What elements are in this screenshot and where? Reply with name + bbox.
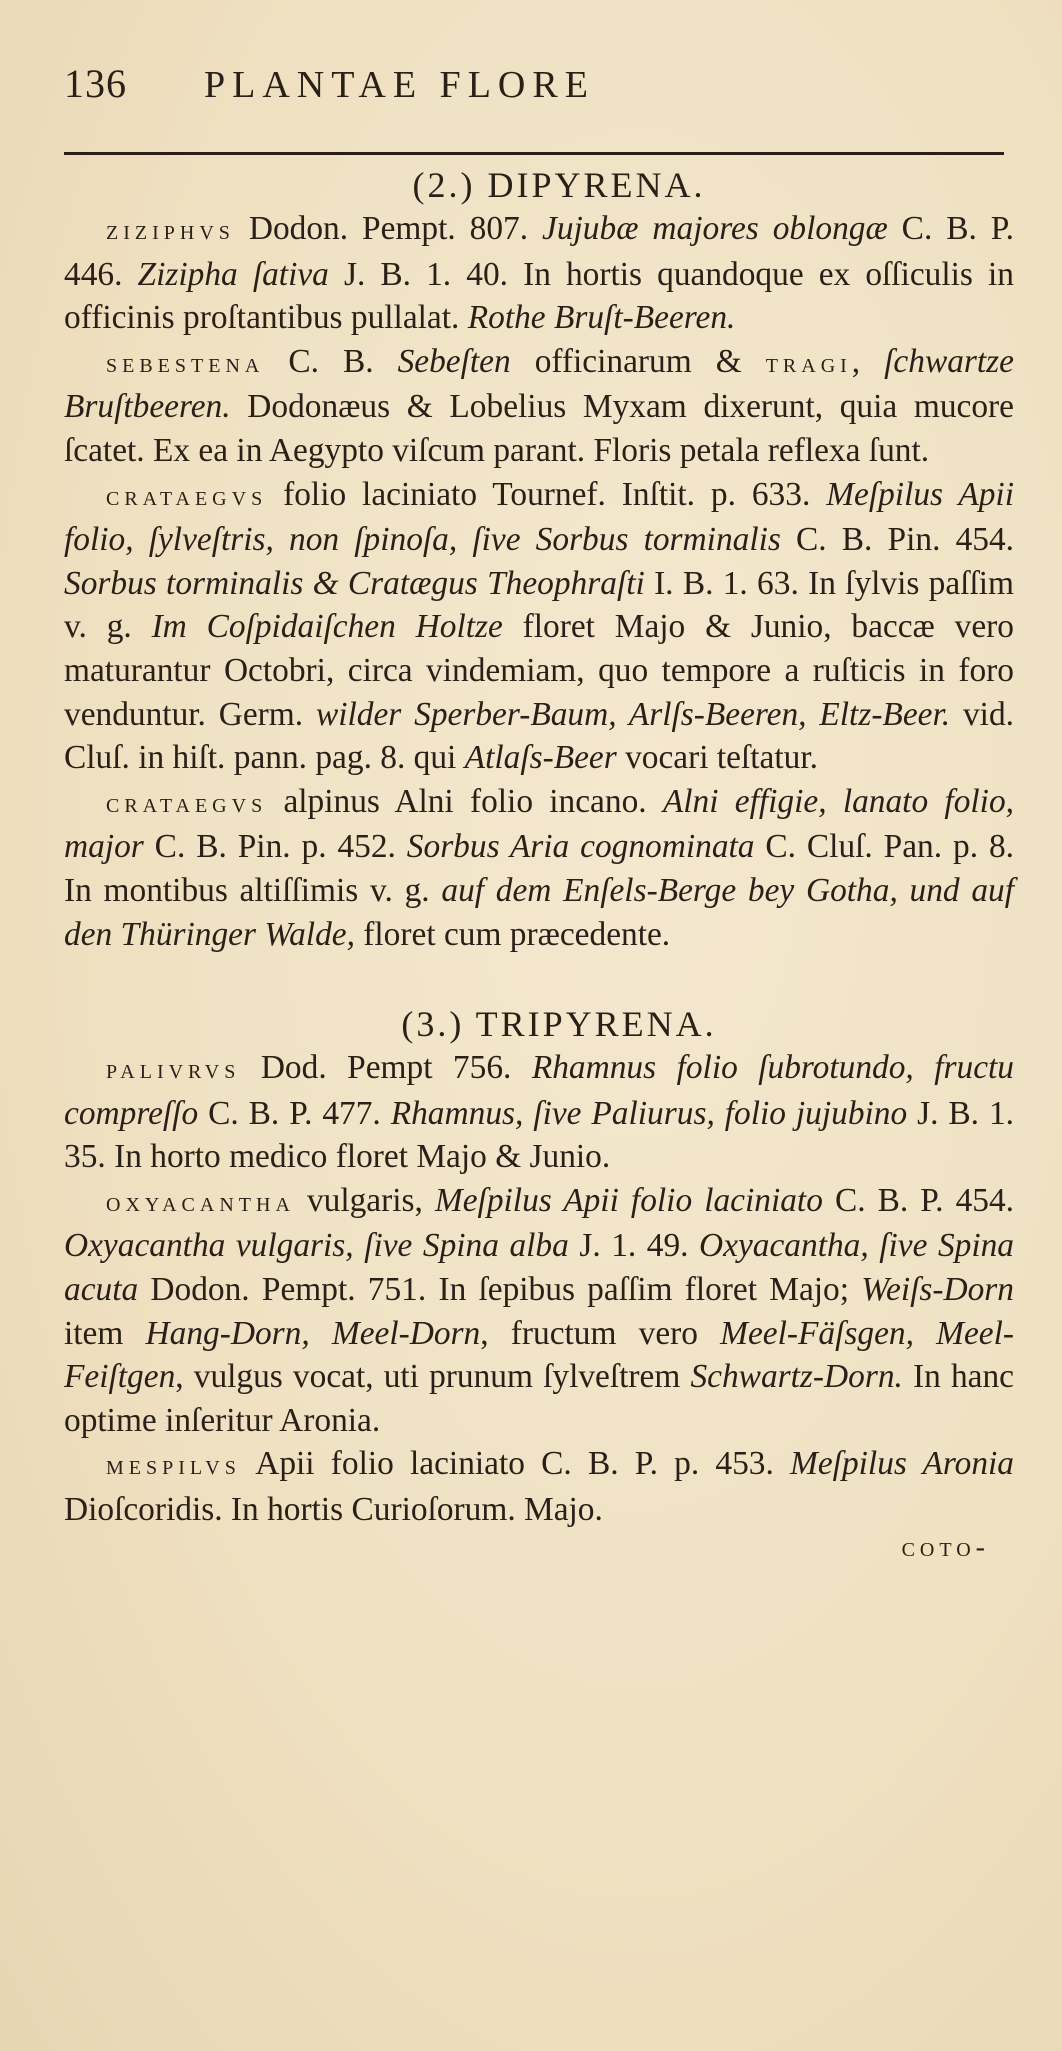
entry-text: floret cum præcedente.	[354, 915, 671, 953]
entry-text: C. B. P. 446.	[64, 210, 1015, 293]
entry-text: vocari teſtatur.	[616, 739, 818, 777]
page-number: 136	[64, 61, 127, 106]
entry-text: item	[64, 1314, 146, 1352]
entry-text: C. B. P. 454.	[822, 1181, 1014, 1219]
entry-text: C. B. P. 477.	[198, 1094, 391, 1132]
italic-text: Rothe Bruſt-Beeren.	[467, 299, 736, 337]
section-gap	[64, 956, 1014, 1002]
plant-entry	[64, 780, 1014, 956]
entry-text: folio laciniato Tournef. Inſtit. p. 633.	[267, 475, 827, 513]
entry-text: vulgaris,	[294, 1181, 435, 1219]
entry-text: Dod. Pempt 756.	[240, 1049, 532, 1087]
entry-text: J. B. 1. 40. In hortis quandoque ex oſſiculis in officinis proſtantibus pullalat.	[64, 255, 1014, 337]
entry-text: J. B. 1. 35. In horto medico floret Majo & Junio.	[64, 1094, 1014, 1176]
running-title: PLANTAE FLORE	[204, 64, 595, 106]
entry-text: alpinus Alni folio incano.	[267, 782, 663, 820]
section-heading: (3.) TRIPYRENA.	[401, 1004, 717, 1045]
italic-text: ſchwartze Bruſtbeeren.	[64, 342, 1015, 426]
genus-name: crataegvs	[106, 479, 268, 512]
entry-text: C. B. Pin. 454.	[780, 521, 1014, 559]
plant-entry	[64, 473, 1014, 780]
italic-text: Oxyacantha, ſive Spina acuta	[64, 1227, 1014, 1309]
entry-text: floret Majo & Junio, baccæ vero maturantur Octobri, circa vindemiam, quo tempore a ruſticis in foro venduntur. Germ.	[64, 608, 1014, 733]
entry-text: C. B.	[264, 342, 398, 380]
entry-text: In hanc optime inſeritur Aronia.	[64, 1358, 1014, 1439]
entry-text: officinarum &	[510, 342, 766, 380]
plant-entry	[64, 1046, 1014, 1179]
plant-entry	[64, 340, 1014, 473]
entry-text: Apii folio laciniato C. B. P. p. 453.	[240, 1445, 791, 1483]
italic-text: Im Coſpidaiſchen Holtze	[151, 608, 503, 646]
entry-text: ,	[851, 342, 885, 380]
genus-name: oxyacantha	[106, 1185, 295, 1218]
italic-text: Rhamnus folio ſubrotundo, fructu compreſſo	[64, 1049, 1014, 1132]
entry-text: J. 1. 49.	[568, 1227, 700, 1265]
genus-name: palivrvs	[106, 1053, 241, 1086]
genus-name: crataegvs	[106, 786, 268, 819]
plant-entry	[64, 1442, 1014, 1531]
plant-entry	[64, 1179, 1014, 1443]
italic-text: Sorbus Aria cognominata	[406, 828, 755, 866]
italic-text: wilder Sperber-Baum, Arlſs-Beeren, Eltz-Beer.	[315, 695, 951, 733]
italic-text: Sebeſten	[397, 342, 511, 380]
italic-text: Meſpilus Aronia	[790, 1445, 1014, 1483]
italic-text: Atlaſs-Beer	[464, 739, 617, 777]
italic-text: auf dem Enſels-Berge bey Gotha, und auf den Thüringer Walde,	[64, 871, 1014, 953]
entry-text: C. Cluſ. Pan. p. 8. In montibus altiſſimis v. g.	[64, 828, 1014, 909]
entry-text: Dodon. Pempt. 751. In ſepibus paſſim floret Majo;	[138, 1271, 862, 1309]
italic-text: Meſpilus Apii folio, ſylveſtris, non ſpinoſa, ſive Sorbus torminalis	[64, 475, 1014, 559]
section-heading: (2.) DIPYRENA.	[412, 165, 706, 205]
italic-text: Jujubæ majores oblongæ	[542, 210, 888, 247]
italic-text: Hang-Dorn, Meel-Dorn	[145, 1314, 481, 1352]
catchword: coto-	[901, 1531, 990, 1563]
italic-text: Alni effigie, lanato folio, major	[64, 782, 1014, 866]
entry-text: Dodon. Pempt. 807.	[234, 210, 543, 247]
page-body	[64, 163, 1014, 1532]
italic-text: Oxyacantha vulgaris, ſive Spina alba	[64, 1227, 569, 1265]
italic-text: Rhamnus, ſive Paliurus, folio jujubino	[390, 1094, 908, 1132]
entry-text: tragi	[765, 346, 852, 379]
entry-text: Dioſcoridis. In hortis Curioſorum. Majo.	[64, 1491, 603, 1529]
running-head	[64, 60, 1022, 120]
italic-text: Schwartz-Dorn.	[690, 1358, 903, 1396]
italic-text: Meſpilus Apii folio laciniato	[434, 1181, 823, 1219]
header-rule	[64, 152, 1004, 155]
entry-text: Dodonæus & Lobelius Myxam dixerunt, quia mucore ſcatet. Ex ea in Aegypto viſcum parant. Floris petala reflexa ſunt.	[64, 388, 1014, 469]
genus-name: mespilvs	[106, 1449, 241, 1482]
entry-text: , vulgus vocat, uti prunum ſylveſtrem	[175, 1358, 691, 1396]
plant-entry	[64, 207, 1014, 340]
entry-text: C. B. Pin. p. 452.	[143, 828, 407, 866]
entry-text: vid. Cluſ. in hiſt. pann. pag. 8. qui	[64, 695, 1014, 777]
italic-text: Sorbus torminalis & Cratægus Theophraſti	[64, 564, 645, 602]
genus-name: ziziphvs	[106, 214, 235, 246]
italic-text: Weiſs-Dorn	[861, 1271, 1014, 1309]
italic-text: Zizipha ſativa	[137, 255, 329, 293]
entry-text: I. B. 1. 63. In ſylvis paſſim v. g.	[64, 564, 1015, 646]
entry-text: , fructum vero	[480, 1314, 721, 1352]
italic-text: Meel-Fäſsgen, Meel-Feiſtgen	[64, 1314, 1014, 1396]
genus-name: sebestena	[106, 346, 265, 379]
